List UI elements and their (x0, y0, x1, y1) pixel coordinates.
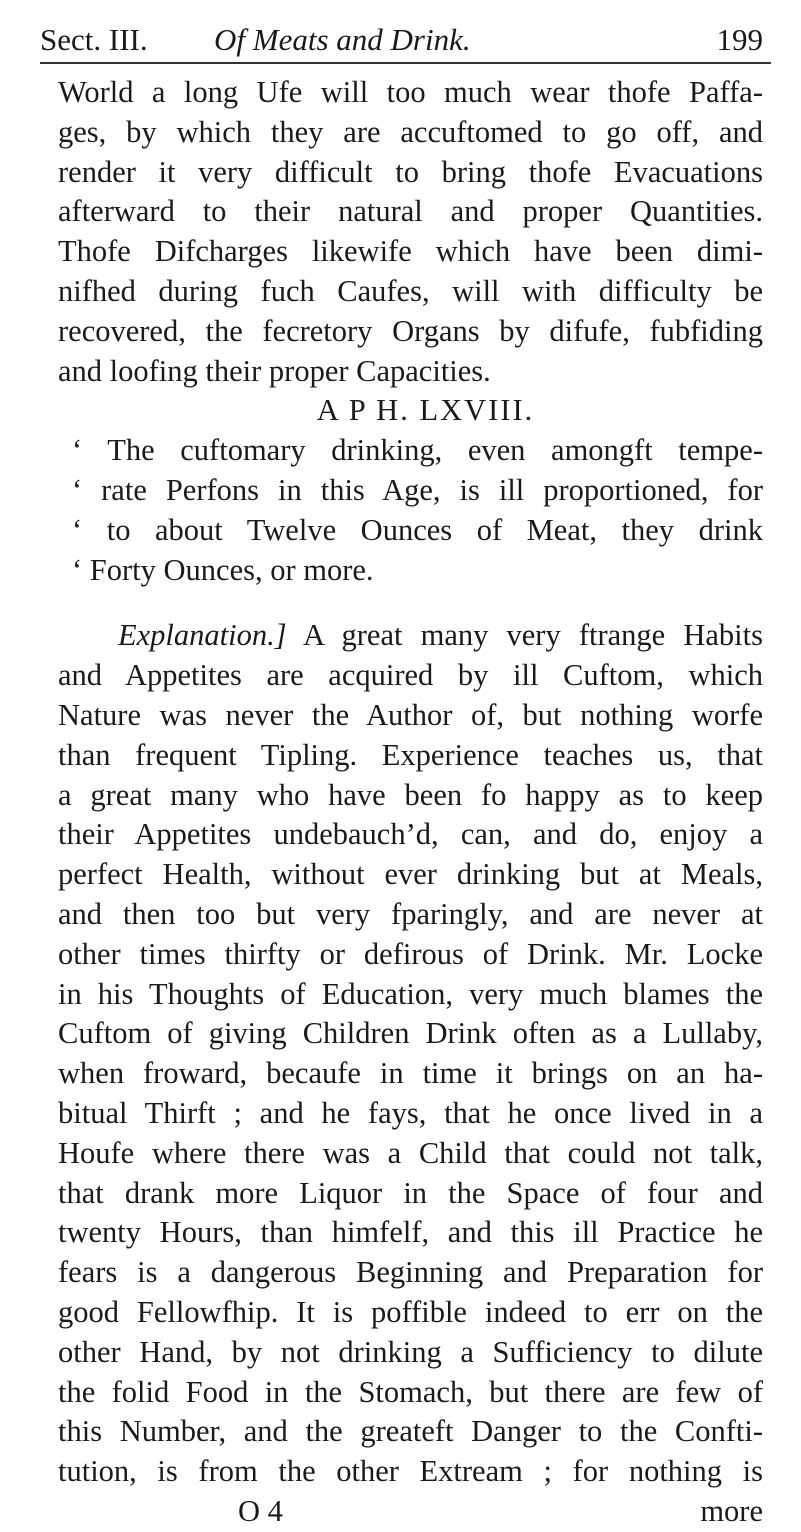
text-line: Cuftom of giving Children Drink often as a Lullaby, (58, 1016, 763, 1051)
text-line: other times thirfty or defirous of Drink. Mr. Locke (58, 936, 763, 971)
text-line: and then too but very fparingly, and are never at (58, 896, 763, 931)
text-line: and Appetites are acquired by ill Cuftom, which (58, 658, 763, 693)
text-line: recovered, the fecretory Organs by difufe, fubfiding (58, 313, 763, 348)
text-line: nifhed during fuch Caufes, will with difficulty be (58, 273, 763, 308)
text-line: Nature was never the Author of, but nothing worfe (58, 697, 763, 732)
text-line: in his Thoughts of Education, very much blames the (58, 976, 763, 1011)
text-line: afterward to their natural and proper Quantities. (58, 194, 763, 229)
aphorism-heading: A P H. LXVIII. (316, 393, 535, 428)
text-line: than frequent Tipling. Experience teaches us, that (58, 737, 763, 772)
aphorism-text (58, 431, 763, 590)
text-line: tution, is from the other Extream ; for nothing is (58, 1454, 763, 1489)
running-title: Of Meats and Drink. (214, 22, 471, 57)
catchword: more (700, 1493, 763, 1528)
text-line: a great many who have been fo happy as to keep (58, 777, 763, 812)
text-line: their Appetites undebauch’d, can, and do, enjoy a (58, 817, 763, 852)
explanation-first-line-text: A great many very ftrange Habits (286, 618, 763, 653)
signature-mark: O 4 (238, 1493, 283, 1528)
text-line: other Hand, by not drinking a Sufficiency to dilute (58, 1334, 763, 1369)
page-footer (58, 1492, 763, 1532)
text-line: when froward, becaufe in time it brings on an ha- (58, 1056, 763, 1091)
header-rule (40, 62, 771, 64)
text-line: Houfe where there was a Child that could not talk, (58, 1135, 763, 1170)
page-number: 199 (716, 22, 763, 57)
running-head (40, 20, 763, 60)
text-line: good Fellowfhip. It is poffible indeed to err on the (58, 1294, 763, 1329)
aphorism-line: ‘ The cuftomary drinking, even amongft tempe- (72, 433, 763, 468)
paragraph-gap (58, 590, 763, 616)
explanation-first-line (58, 616, 763, 656)
aphorism-line: ‘ Forty Ounces, or more. (72, 552, 374, 587)
text-line: bitual Thirft ; and he fays, that he once lived in a (58, 1095, 763, 1130)
explanation-paragraph (58, 616, 763, 1492)
text-line: Thofe Difcharges likewife which have been dimi- (58, 234, 763, 269)
explanation-lead: Explanation.] (118, 618, 287, 653)
text-line: perfect Health, without ever drinking but at Meals, (58, 857, 763, 892)
text-line: the folid Food in the Stomach, but there are few of (58, 1374, 763, 1409)
text-line: World a long Ufe will too much wear thofe Paffa- (58, 75, 763, 109)
aphorism-line: ‘ rate Perfons in this Age, is ill proportioned, for (72, 472, 763, 507)
text-line: twenty Hours, than himfelf, and this ill Practice he (58, 1215, 763, 1250)
text-line: and loofing their proper Capacities. (58, 353, 491, 388)
text-line: this Number, and the greateft Danger to the Confti- (58, 1414, 763, 1449)
text-line: render it very difficult to bring thofe Evacuations (58, 154, 763, 189)
text-line: ges, by which they are accuftomed to go off, and (58, 114, 763, 149)
section-label: Sect. III. (40, 22, 148, 57)
aphorism-line: ‘ to about Twelve Ounces of Meat, they drink (72, 512, 763, 547)
text-line: fears is a dangerous Beginning and Preparation for (58, 1255, 763, 1290)
text-line: that drank more Liquor in the Space of four and (58, 1175, 763, 1210)
body-text (58, 73, 763, 1532)
continuation-paragraph (58, 73, 763, 391)
